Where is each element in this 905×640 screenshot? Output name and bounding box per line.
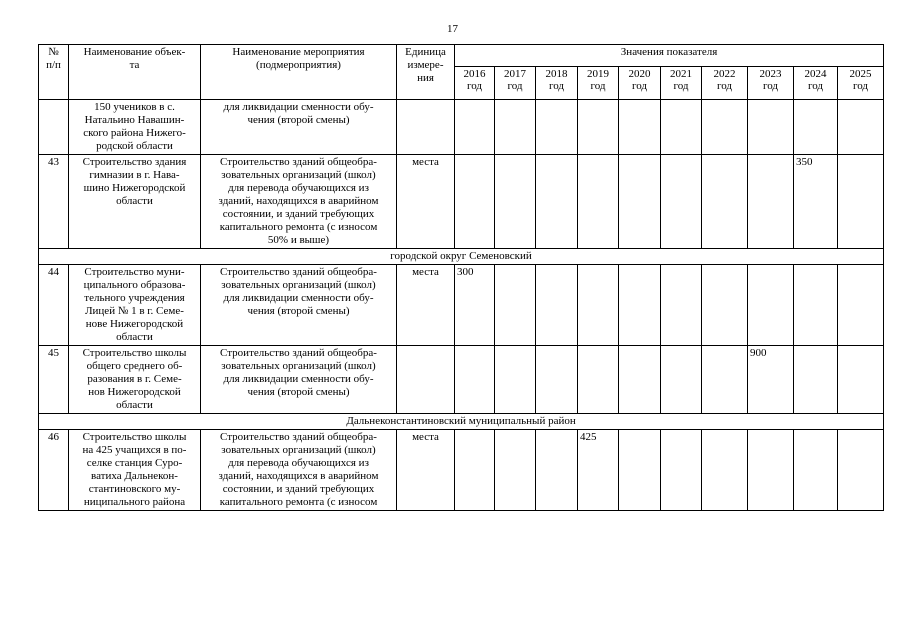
header-no: № п/п	[39, 45, 69, 100]
activity-name: Строительство зданий общеобра- зовательных организаций (школ) для ликвидации сменности обу- чения (второй смены)	[201, 265, 397, 346]
header-year: 2016 год	[455, 67, 495, 100]
value-cell	[748, 430, 794, 511]
activity-name: Строительство зданий общеобра- зовательных организаций (школ) для ликвидации сменности обу- чения (второй смены)	[201, 346, 397, 414]
row-number: 43	[39, 155, 69, 249]
unit-cell: места	[397, 155, 455, 249]
section-row	[39, 414, 884, 430]
value-cell	[619, 430, 661, 511]
value-cell	[661, 346, 702, 414]
value-cell	[838, 100, 884, 155]
header-object: Наименование объек- та	[69, 45, 201, 100]
object-name: Строительство здания гимназии в г. Нава- шино Нижегородской области	[69, 155, 201, 249]
value-cell	[838, 430, 884, 511]
object-name: Строительство школы общего среднего об- разования в г. Семе- нов Нижегородской области	[69, 346, 201, 414]
row-number	[39, 100, 69, 155]
value-cell	[495, 430, 536, 511]
value-cell: 350	[794, 155, 838, 249]
header-year: 2022 год	[702, 67, 748, 100]
value-cell	[578, 100, 619, 155]
value-cell	[838, 346, 884, 414]
table-row	[39, 100, 884, 155]
activity-name: для ликвидации сменности обу- чения (второй смены)	[201, 100, 397, 155]
unit-cell	[397, 346, 455, 414]
value-cell	[495, 265, 536, 346]
table-row	[39, 430, 884, 511]
header-unit: Единица измере- ния	[397, 45, 455, 100]
object-name: Строительство муни- ципального образова- тельного учреждения Лицей № 1 в г. Семе- нове Нижегородской области	[69, 265, 201, 346]
value-cell	[661, 100, 702, 155]
value-cell	[455, 100, 495, 155]
row-number: 46	[39, 430, 69, 511]
value-cell	[702, 265, 748, 346]
header-values: Значения показателя	[455, 45, 884, 67]
value-cell	[578, 346, 619, 414]
header-year: 2020 год	[619, 67, 661, 100]
section-row	[39, 249, 884, 265]
indicator-table	[38, 44, 884, 511]
value-cell	[794, 100, 838, 155]
header-year: 2025 год	[838, 67, 884, 100]
value-cell	[536, 430, 578, 511]
value-cell	[578, 265, 619, 346]
table-row	[39, 155, 884, 249]
value-cell	[536, 100, 578, 155]
value-cell	[536, 265, 578, 346]
header-year: 2024 год	[794, 67, 838, 100]
header-year: 2017 год	[495, 67, 536, 100]
activity-name: Строительство зданий общеобра- зовательных организаций (школ) для перевода обучающихся из зданий, находящихся в аварийном состоянии, и зданий требующих капитального ремонта (с износом 50% и выше)	[201, 155, 397, 249]
value-cell	[455, 346, 495, 414]
unit-cell: места	[397, 265, 455, 346]
section-title: Дальнеконстантиновский муниципальный район	[39, 414, 884, 430]
value-cell	[702, 155, 748, 249]
value-cell	[661, 430, 702, 511]
value-cell	[455, 430, 495, 511]
value-cell	[536, 346, 578, 414]
value-cell: 300	[455, 265, 495, 346]
value-cell	[619, 155, 661, 249]
value-cell	[536, 155, 578, 249]
object-name: 150 учеников в с. Натальино Навашин- ского района Нижего- родской области	[69, 100, 201, 155]
value-cell	[794, 346, 838, 414]
value-cell	[794, 265, 838, 346]
value-cell	[495, 155, 536, 249]
value-cell	[748, 265, 794, 346]
header-activity: Наименование мероприятия (подмероприятия)	[201, 45, 397, 100]
value-cell	[455, 155, 495, 249]
value-cell	[838, 155, 884, 249]
value-cell	[495, 346, 536, 414]
value-cell	[702, 100, 748, 155]
header-year: 2023 год	[748, 67, 794, 100]
row-number: 44	[39, 265, 69, 346]
table-row	[39, 265, 884, 346]
value-cell: 900	[748, 346, 794, 414]
value-cell	[578, 155, 619, 249]
header-year: 2021 год	[661, 67, 702, 100]
value-cell	[619, 265, 661, 346]
value-cell	[661, 265, 702, 346]
value-cell	[838, 265, 884, 346]
value-cell: 425	[578, 430, 619, 511]
value-cell	[702, 430, 748, 511]
value-cell	[619, 100, 661, 155]
value-cell	[619, 346, 661, 414]
page-number: 17	[447, 23, 458, 35]
table-row	[39, 346, 884, 414]
value-cell	[661, 155, 702, 249]
object-name: Строительство школы на 425 учащихся в по- селке станция Суро- ватиха Дальнекон- стантиновского му- ниципального района	[69, 430, 201, 511]
activity-name: Строительство зданий общеобра- зовательных организаций (школ) для перевода обучающихся из зданий, находящихся в аварийном состоянии, и зданий требующих капитального ремонта (с износом	[201, 430, 397, 511]
value-cell	[748, 155, 794, 249]
value-cell	[748, 100, 794, 155]
unit-cell	[397, 100, 455, 155]
unit-cell: места	[397, 430, 455, 511]
value-cell	[702, 346, 748, 414]
header-year: 2019 год	[578, 67, 619, 100]
section-title: городской округ Семеновский	[39, 249, 884, 265]
value-cell	[495, 100, 536, 155]
value-cell	[794, 430, 838, 511]
header-year: 2018 год	[536, 67, 578, 100]
row-number: 45	[39, 346, 69, 414]
